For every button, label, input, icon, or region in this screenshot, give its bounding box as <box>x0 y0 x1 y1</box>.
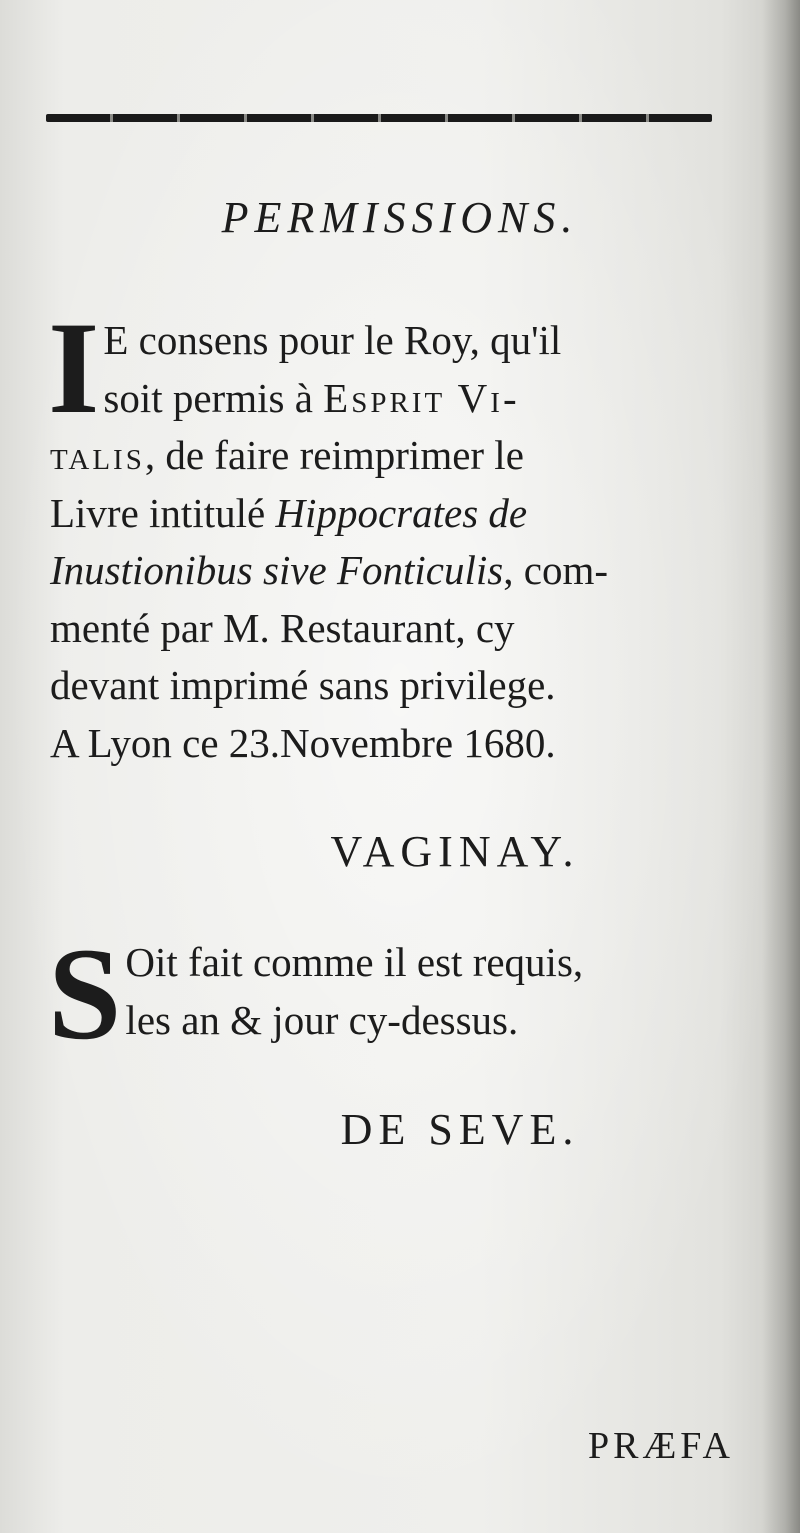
permission-line-6: menté par M. Restaurant, cy <box>50 604 515 651</box>
dropcap-i: I <box>48 294 100 441</box>
permission-line-5a: Inustionibus sive Fonticulis <box>50 547 504 593</box>
permission-line-4b: Hippocrates de <box>275 489 528 536</box>
catchword: PRÆFA <box>587 1425 734 1467</box>
signature-de-seve: DE SEVE. <box>340 1105 580 1154</box>
dropcap-s: S <box>48 920 122 1067</box>
order-line-2: les an & jour cy-dessus. <box>125 996 519 1043</box>
order-line-1: Oit fait comme il est requis, <box>125 939 584 985</box>
signature-vaginay: VAGINAY. <box>330 827 580 876</box>
permission-line-8: A Lyon ce 23.Novembre 1680. <box>50 719 556 766</box>
permission-line-2b: Esprit Vi- <box>323 374 520 421</box>
permission-line-4a: Livre intitulé <box>50 489 276 536</box>
permission-line-3a: talis <box>50 432 145 478</box>
permission-line-1: E consens pour le Roy, qu'il <box>103 317 562 363</box>
permission-line-3b: , de faire reimprimer le <box>144 432 524 478</box>
permission-line-7: devant imprimé sans privilege. <box>50 662 556 708</box>
permission-line-5b: , com- <box>503 547 608 593</box>
permission-paragraph <box>48 294 730 772</box>
page-heading: PERMISSIONS. <box>221 193 579 242</box>
order-paragraph <box>48 920 730 1067</box>
permission-line-2a: soit permis à <box>103 374 324 421</box>
header-rule <box>46 114 712 122</box>
